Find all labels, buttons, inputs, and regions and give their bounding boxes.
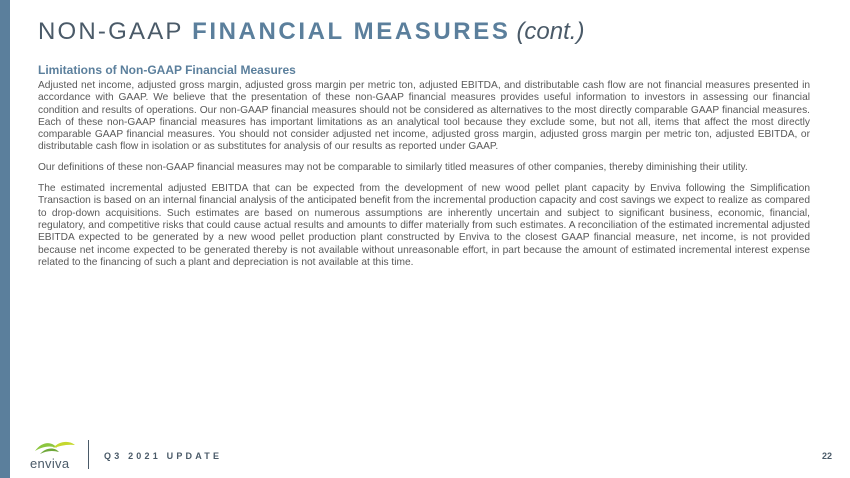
footer-label: Q3 2021 UPDATE xyxy=(104,451,223,461)
title-bold: FINANCIAL MEASURES xyxy=(192,18,511,45)
logo-wordmark: enviva xyxy=(30,456,70,471)
page-number: 22 xyxy=(821,451,832,461)
paragraph-incremental-ebitda: The estimated incremental adjusted EBITDA that can be expected from the development of new wood pellet plant capacity by Enviva following the Simplification Transaction is based on an internal financial analysis of the anticipated benefit from the incremental production capacity and cost savings we expect to realize as compared to drop-down acquisitions. Such estimates are based on numerous assumptions are inherently uncertain and subject to significant business, economic, financial, regulatory, and competitive risks that could cause actual results and amounts to differ materially from such estimates. A reconciliation of the estimated incremental adjusted EBITDA expected to be generated by a new wood pellet production plant constructed by Enviva to the closest GAAP financial measure, net income, is not provided because net income expected to be generated thereby is not available without unreasonable effort, in part because the amount of estimated incremental interest expense related to the financing of such a plant and depreciation is not available at this time. xyxy=(38,183,810,268)
page-title xyxy=(38,18,584,46)
footer-divider xyxy=(88,440,89,469)
title-suffix: (cont.) xyxy=(516,18,585,45)
left-accent-bar xyxy=(0,0,10,478)
paragraph-definitions: Our definitions of these non-GAAP financial measures may not be comparable to similarly titled measures of other companies, thereby diminishing their utility. xyxy=(38,162,748,174)
title-light: NON-GAAP xyxy=(38,18,184,45)
paragraph-limitations: Adjusted net income, adjusted gross margin, adjusted gross margin per metric ton, adjusted EBITDA, and distributable cash flow are not financial measures presented in accordance with GAAP. We believe that the presentation of these non-GAAP financial measures provides useful information to investors in assessing our financial condition and results of operations. Our non-GAAP financial measures should not be considered as alternatives to the most directly comparable GAAP financial measures. Each of these non-GAAP financial measures has important limitations as an analytical tool because they exclude some, but not all, items that affect the most directly comparable GAAP financial measures. You should not consider adjusted net income, adjusted gross margin, adjusted gross margin per metric ton, adjusted EBITDA, or distributable cash flow in isolation or as substitutes for analysis of our results as reported under GAAP. xyxy=(38,80,810,153)
section-heading: Limitations of Non-GAAP Financial Measures xyxy=(38,63,296,77)
body-text xyxy=(38,80,810,278)
